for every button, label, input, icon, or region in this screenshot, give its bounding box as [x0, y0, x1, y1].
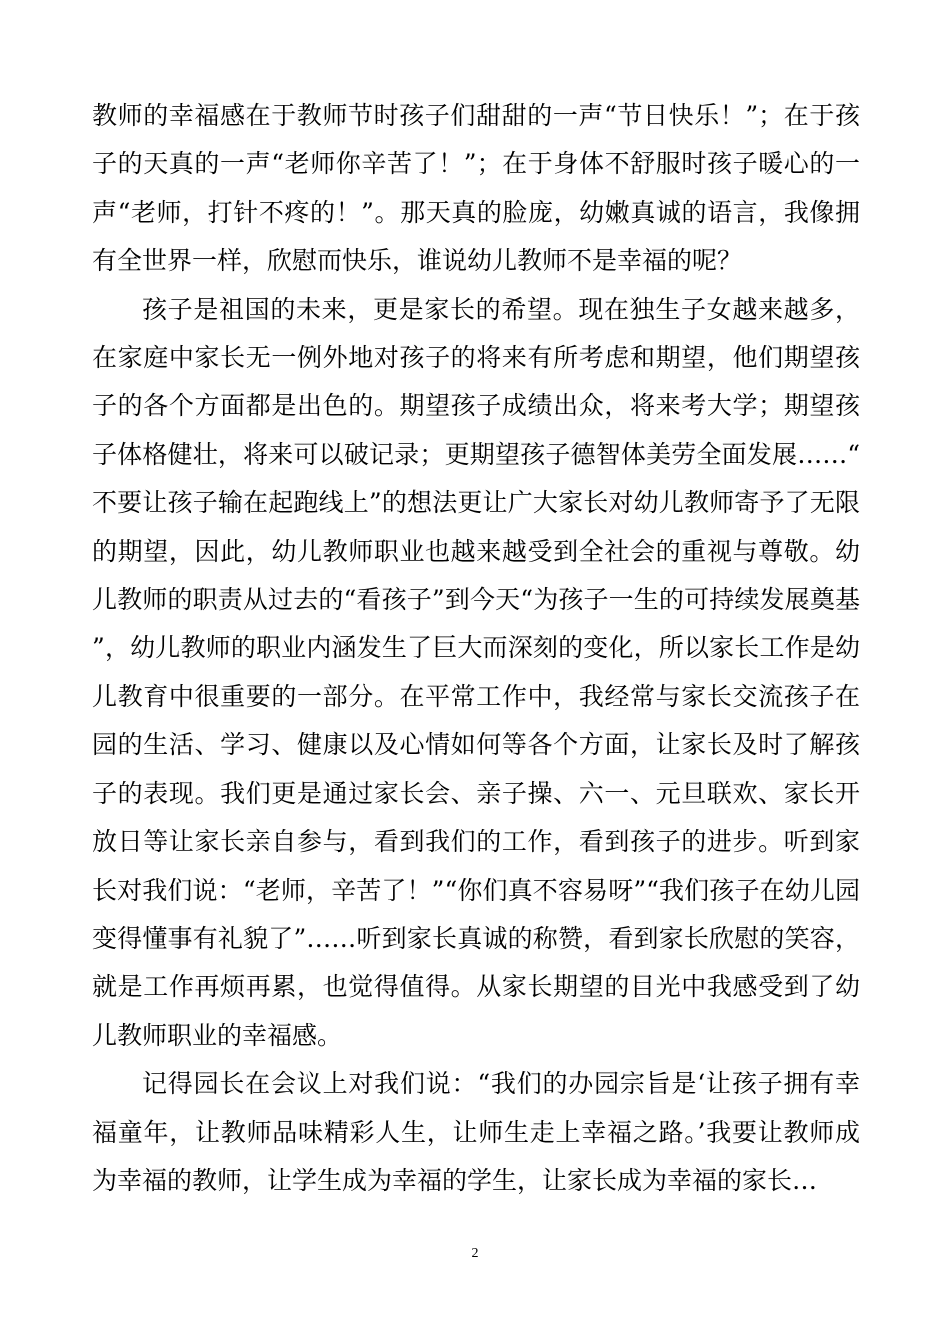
paragraph-parents: 孩子是祖国的未来，更是家长的希望。现在独生子女越来越多，在家庭中家长无一例外地对孩子的将来有所考虑和期望，他们期望孩子的各个方面都是出色的。期望孩子成绩出众，将来考大学；期望孩子体格健壮，将来可以破记录；更期望孩子德智体美劳全面发展……“不要让孩子输在起跑线上”的想法更让广大家长对幼儿教师寄予了无限的期望，因此，幼儿教师职业也越来越受到全社会的重视与尊敬。幼儿教师的职责从过去的“看孩子”到今天“为孩子一生的可持续发展奠基”，幼儿教师的职业内涵发生了巨大而深刻的变化，所以家长工作是幼儿教育中很重要的一部分。在平常工作中，我经常与家长交流孩子在园的生活、学习、健康以及心情如何等各个方面，让家长及时了解孩子的表现。我们更是通过家长会、亲子操、六一、元旦联欢、家长开放日等让家长亲自参与，看到我们的工作，看到孩子的进步。听到家长对我们说：“老师，辛苦了！”“你们真不容易呀”“我们孩子在幼儿园变得懂事有礼貌了”……听到家长真诚的称赞，看到家长欣慰的笑容，就是工作再烦再累，也觉得值得。从家长期望的目光中我感受到了幼儿教师职业的幸福感。 — [92, 294, 860, 1050]
body-text — [92, 92, 860, 1205]
paragraph-principal: 记得园长在会议上对我们说：“我们的办园宗旨是‘让孩子拥有幸福童年，让教师品味精彩人生，让师生走上幸福之路。’我要让教师成为幸福的教师，让学生成为幸福的学生，让家长成为幸福的家长… — [92, 1069, 860, 1195]
page-number: 2 — [471, 1246, 479, 1261]
paragraph-continuation: 教师的幸福感在于教师节时孩子们甜甜的一声“节日快乐！”；在于孩子的天真的一声“老师你辛苦了！”；在于身体不舒服时孩子暖心的一声“老师，打针不疼的！”。那天真的脸庞，幼嫩真诚的语言，我像拥有全世界一样，欣慰而快乐，谁说幼儿教师不是幸福的呢？ — [92, 101, 860, 276]
